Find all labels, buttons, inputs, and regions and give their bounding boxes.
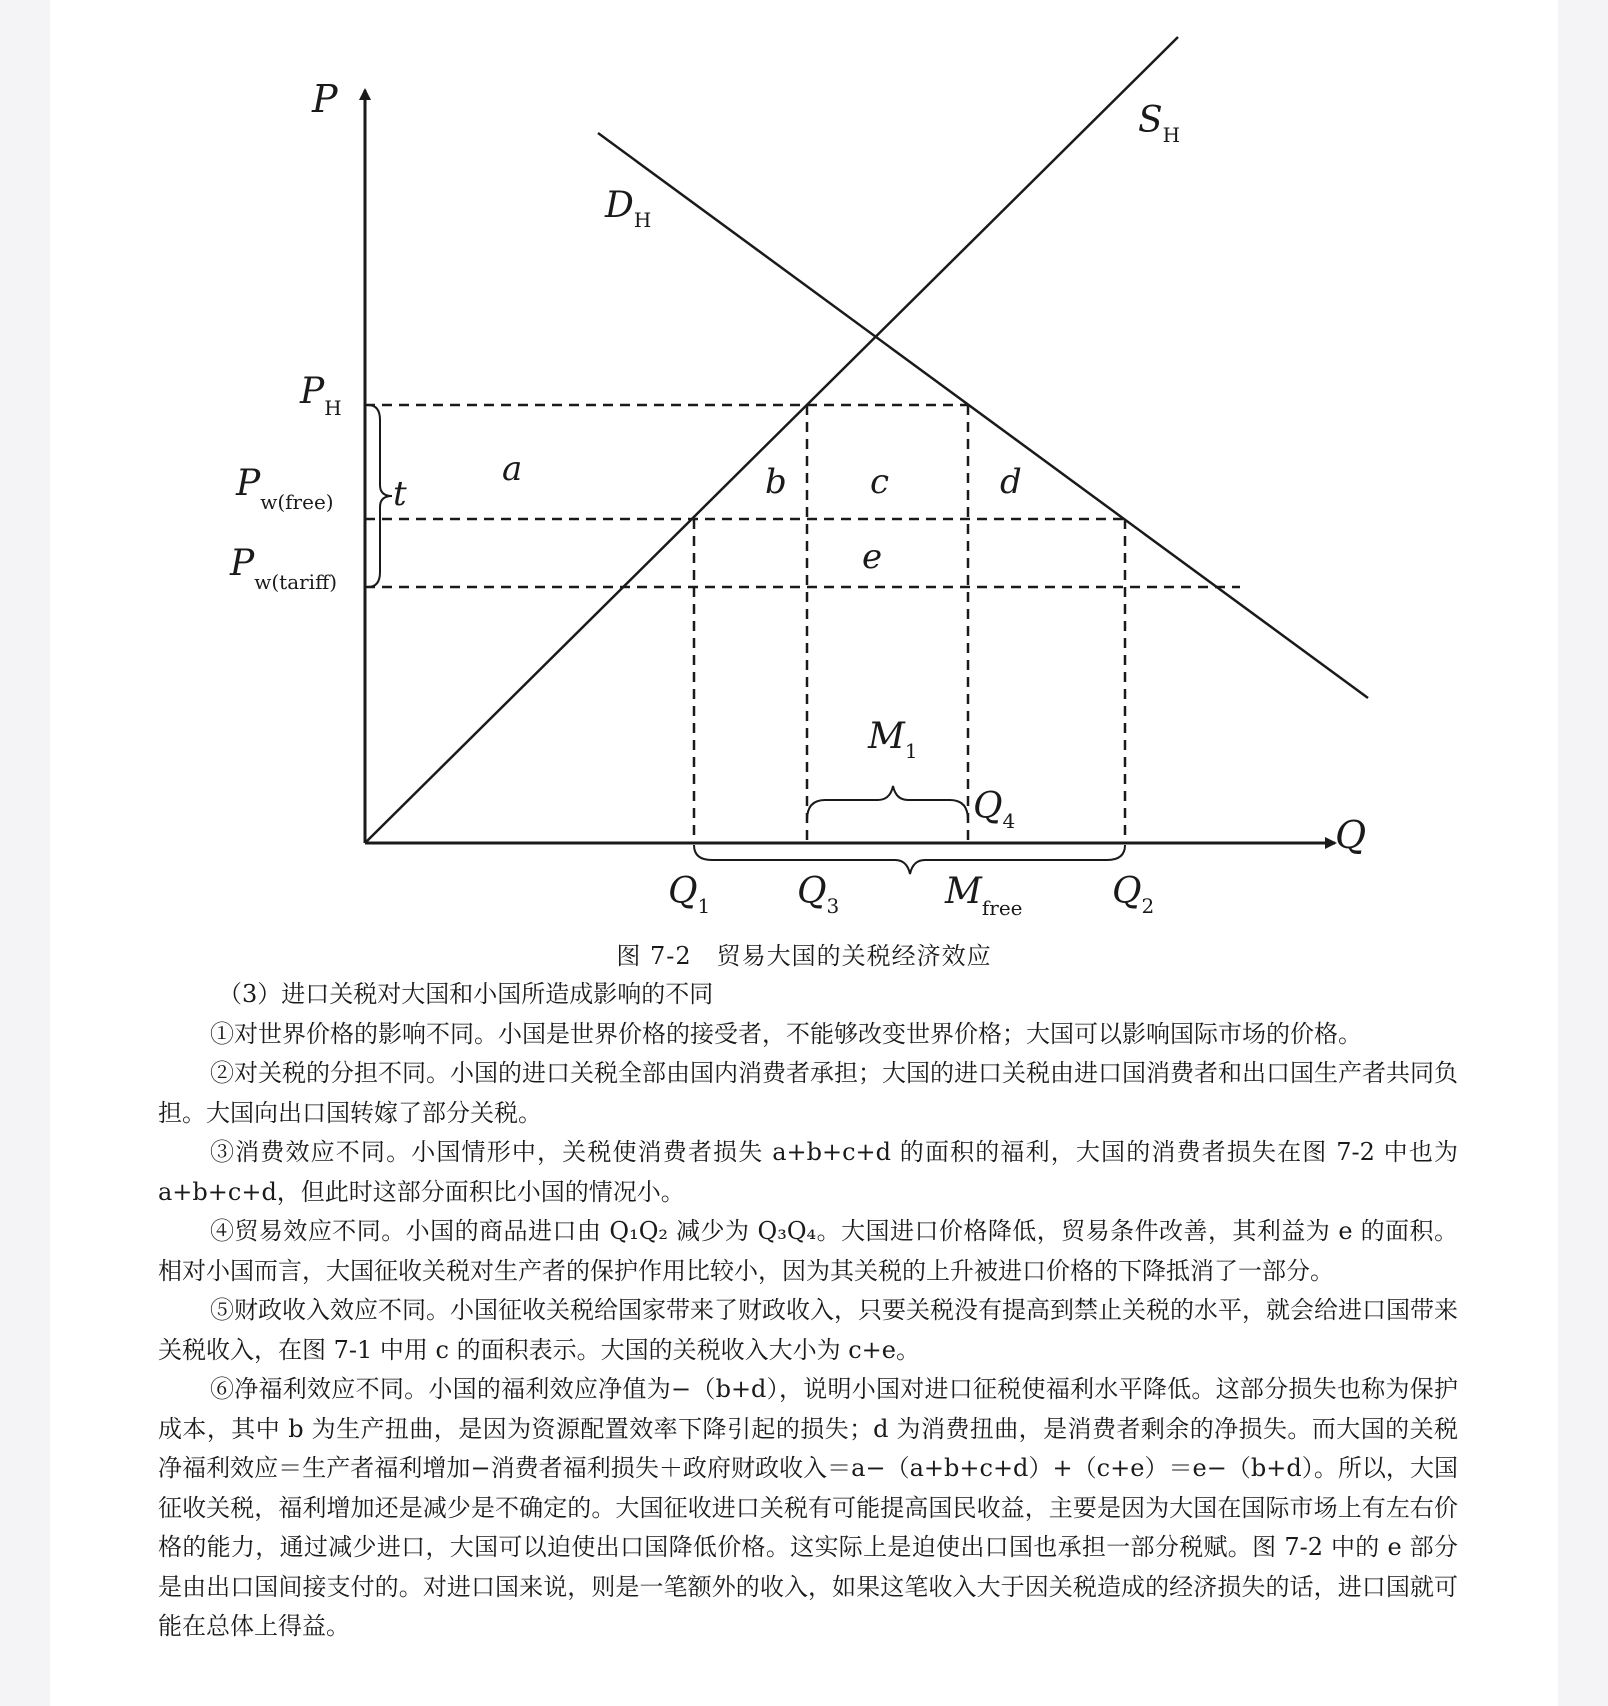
mfree-brace — [694, 845, 1125, 874]
supply-label: $S_H$ — [1138, 100, 1181, 147]
demand-curve — [598, 133, 1368, 698]
figure-caption: 图 7-2 贸易大国的关税经济效应 — [616, 942, 992, 970]
price-label-tariff: $P_{w(tariff)}$ — [230, 543, 338, 594]
tariff-label: t — [393, 474, 407, 514]
area-d: d — [1000, 462, 1022, 502]
paragraph-5: ⑤财政收入效应不同。小国征收关税给国家带来了财政收入，只要关税没有提高到禁止关税的水平，就会给进口国带来关税收入，在图 7-1 中用 c 的面积表示。大国的关税收入大小为 c+e。 — [158, 1296, 1458, 1364]
supply-curve — [365, 37, 1181, 843]
quantity-label-q3: $Q_3$ — [797, 871, 840, 918]
demand-label: $D_H$ — [605, 185, 652, 232]
paragraph-6: ⑥净福利效应不同。小国的福利效应净值为−（b+d），说明小国对进口征税使福利水平降低。这部分损失也称为保护成本，其中 b 为生产扭曲，是因为资源配置效率下降引起的损失；d 为消费扭曲，是消费者剩余的净损失。而大国的关税净福利效应＝生产者福利增加−消费者福利损失＋政府财政收入＝a−（a+b+c+d）+（c+e）＝e−（b+d）。所以，大国征收关税，福利增加还是减少是不确定的。大国征收进口关税有可能提高国民收益，主要是因为大国在国际市场上有左右价格的能力，通过减少进口，大国可以迫使出口国降低价格。这实际上是迫使出口国也承担一部分税赋。图 7-2 中的 e 部分是由出口国间接支付的。对进口国来说，则是一笔额外的收入，如果这笔收入大于因关税造成的经济损失的话，进口国就可能在总体上得益。 — [158, 1375, 1458, 1640]
tariff-brace — [368, 405, 392, 587]
quantity-label-q2: $Q_2$ — [1112, 871, 1155, 918]
quantity-label-m1: $M_1$ — [868, 716, 918, 763]
quantity-label-q4: $Q_4$ — [973, 786, 1016, 833]
paragraph-3: ③消费效应不同。小国情形中，关税使消费者损失 a+b+c+d 的面积的福利，大国的消费者损失在图 7-2 中也为 a+b+c+d，但此时这部分面积比小国的情况小。 — [158, 1138, 1458, 1206]
x-axis-label: Q — [1335, 813, 1367, 857]
y-axis-label: P — [312, 77, 338, 121]
section-heading: （3）进口关税对大国和小国所造成影响的不同 — [218, 980, 714, 1008]
m1-brace — [807, 786, 968, 820]
body-text — [158, 975, 1458, 1647]
quantity-label-mfree: $M_{free}$ — [945, 871, 1023, 920]
area-c: c — [870, 462, 890, 502]
area-a: a — [502, 449, 523, 489]
paragraph-2: ②对关税的分担不同。小国的进口关税全部由国内消费者承担；大国的进口关税由进口国消费者和出口国生产者共同负担。大国向出口国转嫁了部分关税。 — [158, 1059, 1458, 1127]
price-label-free: $P_{w(free)}$ — [236, 463, 334, 514]
area-e: e — [862, 537, 883, 577]
quantity-label-q1: $Q_1$ — [668, 871, 711, 918]
price-label-ph: $P_H$ — [300, 371, 342, 420]
paragraph-4: ④贸易效应不同。小国的商品进口由 Q₁Q₂ 减少为 Q₃Q₄。大国进口价格降低，贸易条件改善，其利益为 e 的面积。相对小国而言，大国征收关税对生产者的保护作用比较小，因为其关税的上升被进口价格的下降抵消了一部分。 — [158, 1217, 1458, 1285]
area-b: b — [765, 462, 787, 502]
paragraph-1: ①对世界价格的影响不同。小国是世界价格的接受者，不能够改变世界价格；大国可以影响国际市场的价格。 — [210, 1019, 1362, 1048]
